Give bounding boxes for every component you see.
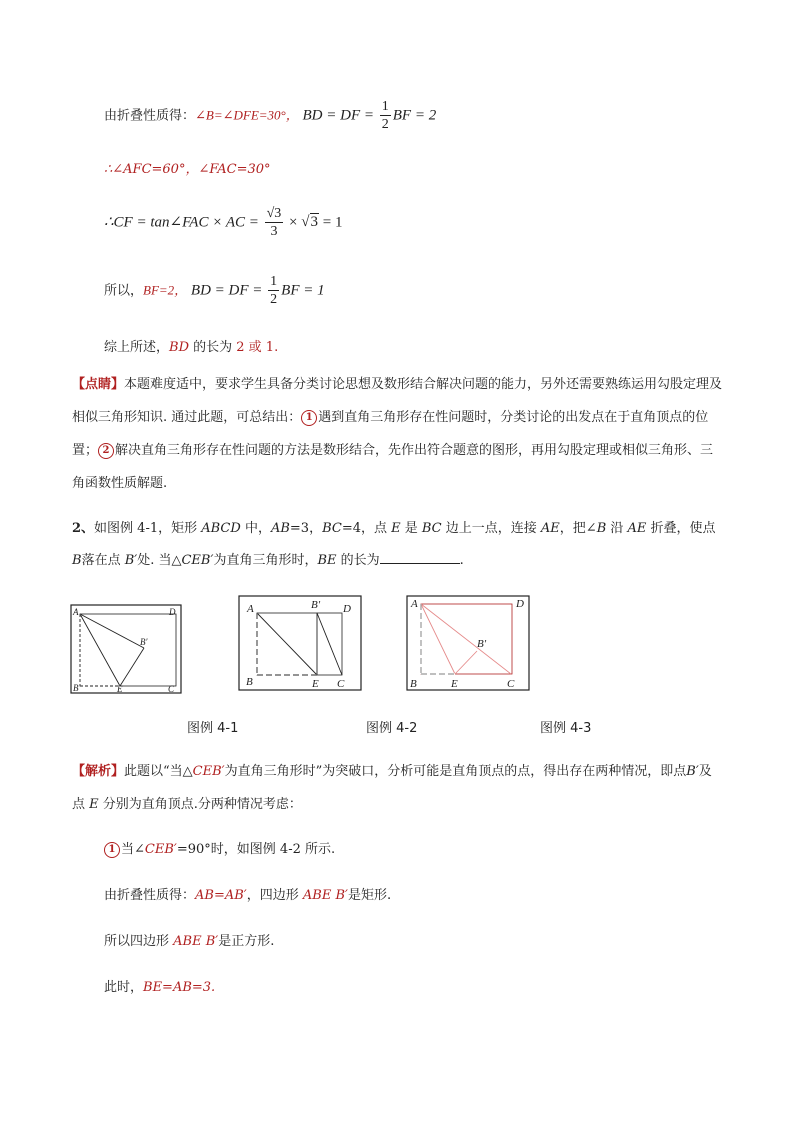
segment-bpc: [317, 613, 342, 675]
segment-ac: [421, 604, 511, 674]
problem-number: 2、: [72, 521, 95, 536]
now-line: 此时，BE=AB=3.: [104, 980, 216, 995]
segment-ae-3: [421, 604, 455, 674]
circled-two: 2: [98, 443, 114, 459]
label-d-2: D: [343, 603, 351, 615]
fraction-half-2: $\frac{1}{2}$: [270, 274, 278, 307]
fraction-half: $\frac{1}{2}$: [381, 99, 389, 132]
so-tail: BF = 1: [281, 282, 325, 299]
rect-abcd: [80, 614, 176, 686]
summary-bd: BD: [169, 340, 189, 355]
so-eq: BD = DF =: [190, 282, 263, 299]
label-c-3: C: [507, 678, 515, 690]
case-1-line: 1 当∠CEB′=90°时，如图例 4-2 所示.: [104, 838, 335, 858]
figure-4-3-frame: [407, 596, 529, 690]
label-b-2: B: [246, 676, 253, 688]
problem-2-paragraph: 2、如图例 4-1，矩形 ABCD 中，AB=3，BC=4，点 E 是 BC 边上一点，连接 AE，把∠B 沿 AE 折叠，使点 B落在点 B′处. 当△CEB′为直角三角形时，BE 的长为 .: [72, 521, 716, 568]
so-prefix: 所以，: [104, 283, 144, 299]
circled-case-1: 1: [104, 842, 120, 858]
comment-tag: 【点睛】: [72, 377, 125, 392]
cf-prefix: ∴CF = tan∠FAC × AC =: [104, 214, 259, 231]
segment-ebp: [120, 648, 144, 686]
caption-4-1: 图例 4-1: [187, 721, 239, 736]
label-c: C: [168, 684, 175, 694]
label-a-2: A: [247, 603, 254, 615]
comment-text: 本题难度适中，要求学生具备分类讨论思想及数形结合解决问题的能力，另外还需要熟练运用勾股定理及相似三角形知识. 通过此题，可总结出：: [72, 377, 723, 425]
cf-line: [104, 207, 342, 239]
comment-point-2: 解决直角三角形存在性问题的方法是数形结合，先作出符合题意的图形，再用勾股定理或相似三角形、三角函数性质解题.: [72, 443, 714, 491]
segment-ae-2: [257, 613, 317, 675]
label-a-3: A: [411, 598, 418, 610]
angles-line: [104, 158, 271, 177]
circled-one: 1: [301, 410, 317, 426]
label-a: A: [73, 607, 79, 617]
fraction-sqrt3-over-3: $\frac{√3}{3}$: [266, 206, 282, 239]
fold-prefix: 由折叠性质得：: [104, 108, 196, 124]
so-line: [104, 275, 325, 307]
times-sign: ×: [289, 214, 298, 231]
label-c-2: C: [337, 678, 345, 690]
fold-eq: BD = DF =: [302, 107, 374, 124]
cf-result: = 1: [322, 214, 343, 231]
segment-ebp-3: [455, 651, 477, 674]
caption-4-2: 图例 4-2: [366, 721, 418, 736]
fold-tail: BF = 2: [392, 107, 437, 124]
comment-point-1: 遇到直角三角形存在性问题时，分类讨论的出发点在于直角顶点的位置；: [72, 410, 709, 458]
summary-b: 的长为: [189, 340, 237, 355]
analysis-tag: 【解析】: [72, 764, 125, 779]
summary-c: 2 或 1.: [236, 340, 279, 355]
label-e-2: E: [312, 678, 319, 690]
caption-4-3: 图例 4-3: [540, 721, 592, 736]
label-d: D: [169, 607, 176, 617]
label-bprime-3: B′: [477, 638, 487, 650]
answer-blank[interactable]: [380, 551, 460, 564]
comment-paragraph: [72, 368, 724, 500]
fold-angles: ∠B=∠DFE=30°，: [195, 107, 299, 123]
analysis-paragraph: 【解析】此题以“当△CEB′为直角三角形时”为突破口，分析可能是直角顶点的点，得出存在两种情况，即点B′及点 E 分别为直角顶点.分两种情况考虑：: [72, 764, 712, 812]
figure-4-2: [238, 595, 362, 691]
label-bprime-2: B′: [311, 599, 321, 611]
label-b: B: [73, 683, 79, 693]
summary-line: [104, 336, 278, 355]
fold-result-line: [104, 100, 436, 132]
label-d-3: D: [516, 598, 524, 610]
figure-4-1: [70, 604, 182, 694]
square-line: 所以四边形 ABE B′是正方形.: [104, 934, 275, 949]
label-e-3: E: [451, 678, 458, 690]
label-b-3: B: [410, 678, 417, 690]
so-bf: BF=2，: [143, 282, 188, 298]
figure-4-3: [406, 595, 530, 691]
sqrt3: √3: [301, 214, 318, 231]
angles-text: ∴∠AFC=60°，∠FAC=30°: [104, 162, 271, 177]
label-bprime: B′: [140, 637, 148, 647]
label-e: E: [117, 684, 123, 694]
fold-rect-line: 由折叠性质得：AB=AB′，四边形 ABE B′是矩形.: [104, 888, 392, 903]
summary-a: 综上所述，: [104, 340, 170, 355]
